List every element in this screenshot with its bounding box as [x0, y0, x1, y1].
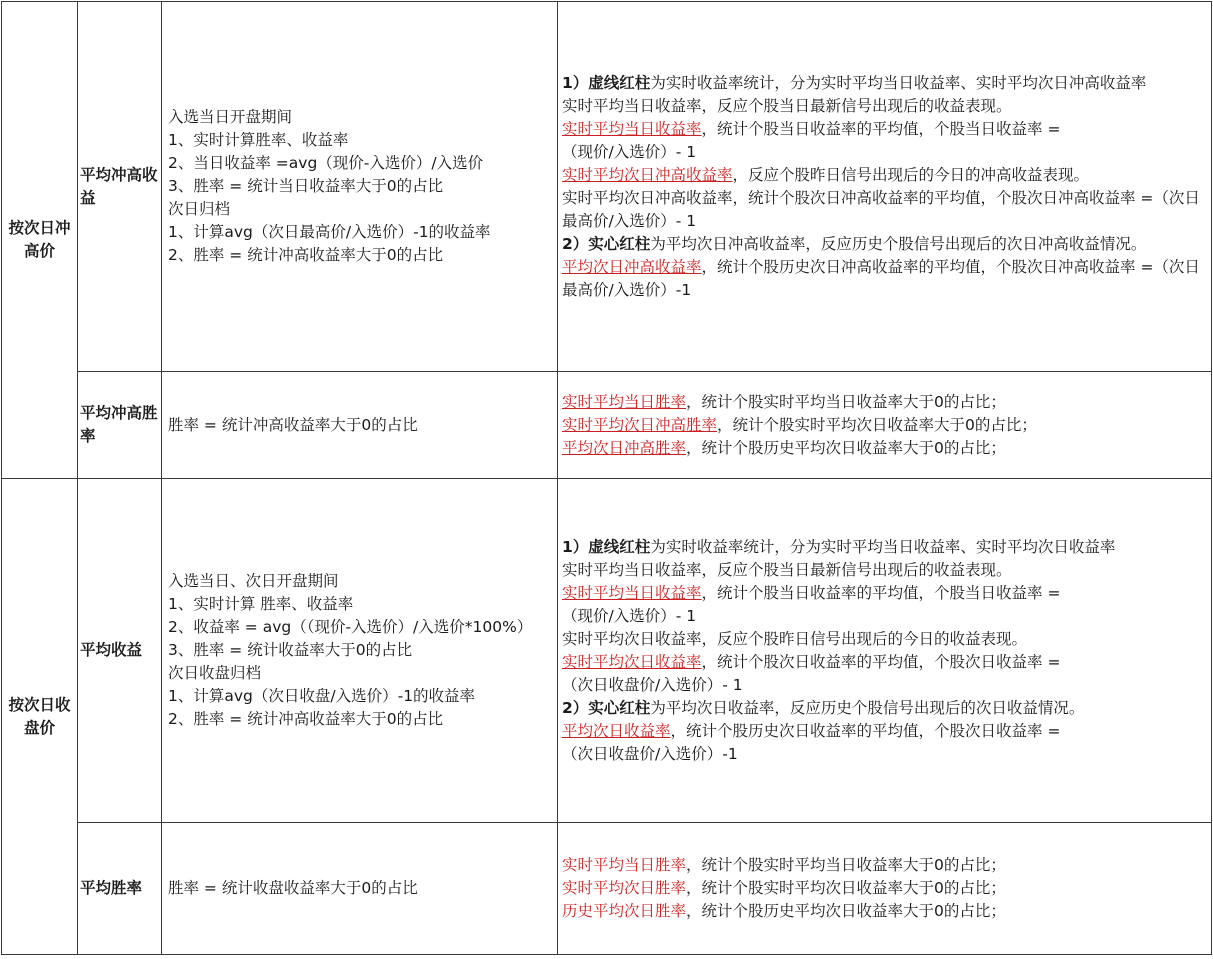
table-row [2, 372, 1212, 479]
paragraph-text: ，反应个股昨日信号出现后的今日的冲高收益表现。 [732, 165, 1090, 184]
red-term-link[interactable]: 实时平均当日收益率 [562, 119, 702, 138]
formula-line: 3、胜率 = 统计当日收益率大于0的占比 [168, 177, 444, 195]
category-cell [2, 2, 78, 479]
formula-text: （次日收盘价/入选价）-1 [562, 744, 738, 763]
description-paragraph [562, 233, 1208, 256]
paragraph-text: ，统计个股当日收益率的平均值，个股当日收益率 = [701, 583, 1061, 602]
red-term-link[interactable]: 实时平均次日冲高收益率 [562, 165, 733, 184]
description-cell [558, 479, 1212, 823]
formula-line: 次日归档 [168, 200, 231, 218]
paragraph-text: ，统计个股当日收益率的平均值，个股当日收益率 = [701, 119, 1061, 138]
table-row [2, 479, 1212, 823]
paragraph-text: ，统计个股实时平均当日收益率大于0的占比； [686, 392, 1006, 411]
red-term-link[interactable]: 平均次日冲高胜率 [562, 438, 687, 457]
red-term-link[interactable]: 平均次日收益率 [562, 721, 671, 740]
metric-cell [78, 2, 162, 372]
paragraph-text: 为平均次日收益率，反应历史个股信号出现后的次日收益情况。 [650, 698, 1085, 717]
description-paragraph: 实时平均当日收益率，反应个股当日最新信号出现后的收益表现。 [562, 96, 1012, 115]
paragraph-text: ，统计个股历史次日冲高收益率的平均值，个股次日冲高收益率 =（次日最高价/入选价）-1 [562, 257, 1200, 299]
metric-label: 平均胜率 [80, 879, 143, 897]
paragraph-text: ，统计个股历史平均次日收益率大于0的占比； [686, 438, 1006, 457]
formula-line: 2、胜率 = 统计冲高收益率大于0的占比 [168, 246, 444, 264]
metrics-table [1, 1, 1212, 955]
description-paragraph: 实时平均次日冲高收益率，统计个股次日冲高收益率的平均值，个股次日冲高收益率 =（次日最高价/入选价）- 1 [562, 188, 1200, 230]
paragraph-text: ，统计个股实时平均次日收益率大于0的占比； [686, 879, 1006, 897]
description-cell [558, 823, 1212, 955]
description-paragraph: 实时平均当日收益率，反应个股当日最新信号出现后的收益表现。 [562, 560, 1012, 579]
formula-line: 1、计算avg（次日收盘/入选价）-1的收益率 [168, 687, 476, 705]
formula-text: （次日收盘价/入选价）- 1 [562, 675, 743, 694]
description-paragraph: 实时平均次日收益率，反应个股昨日信号出现后的今日的收益表现。 [562, 629, 1028, 648]
metric-label: 平均收益 [80, 641, 143, 659]
formula-line: 胜率 = 统计收盘收益率大于0的占比 [168, 879, 418, 897]
red-term-link[interactable]: 平均次日冲高收益率 [562, 257, 702, 276]
description-paragraph [562, 582, 1208, 605]
bold-term: 虚线红柱 [588, 537, 651, 556]
category-label: 按次日冲高价 [8, 219, 71, 260]
formula-cell [162, 2, 558, 372]
winrate-line [562, 391, 1208, 414]
formula-line: 1、计算avg（次日最高价/入选价）-1的收益率 [168, 223, 491, 241]
formula-line: 次日收盘归档 [168, 664, 262, 682]
description-paragraph [562, 697, 1208, 720]
metric-cell [78, 823, 162, 955]
winrate-line [562, 900, 1208, 923]
metric-label: 平均冲高胜率 [80, 404, 158, 445]
item-number: 1） [562, 537, 589, 556]
bold-term: 虚线红柱 [588, 73, 651, 92]
description-paragraph [562, 118, 1208, 141]
description-paragraph [562, 164, 1208, 187]
paragraph-text: ，统计个股实时平均当日收益率大于0的占比； [686, 856, 1006, 874]
formula-cell [162, 372, 558, 479]
paragraph-text: ，统计个股次日收益率的平均值，个股次日收益率 = [701, 652, 1061, 671]
metric-label: 平均冲高收益 [80, 165, 158, 207]
formula-line: 3、胜率 = 统计收益率大于0的占比 [168, 641, 413, 659]
formula-cell [162, 823, 558, 955]
bold-term: 实心红柱 [588, 234, 651, 253]
red-term: 实时平均当日胜率 [562, 856, 687, 874]
paragraph-text: 为实时收益率统计，分为实时平均当日收益率、实时平均次日收益率 [650, 537, 1116, 556]
winrate-line [562, 854, 1208, 877]
formula-text: （现价/入选价）- 1 [562, 142, 697, 161]
formula-line: 入选当日开盘期间 [168, 108, 293, 126]
bold-term: 实心红柱 [588, 698, 651, 717]
metric-cell [78, 479, 162, 823]
red-term-link[interactable]: 实时平均当日胜率 [562, 392, 687, 411]
category-cell [2, 479, 78, 955]
winrate-line [562, 437, 1208, 460]
red-term-link[interactable]: 实时平均当日收益率 [562, 583, 702, 602]
formula-line: 入选当日、次日开盘期间 [168, 572, 339, 590]
formula-cell [162, 479, 558, 823]
paragraph-text: ，统计个股历史平均次日收益率大于0的占比； [686, 902, 1006, 920]
formula-line: 2、当日收益率 =avg（现价-入选价）/入选价 [168, 154, 484, 172]
metric-cell [78, 372, 162, 479]
description-cell [558, 372, 1212, 479]
red-term-link[interactable]: 实时平均次日收益率 [562, 652, 702, 671]
formula-line: 胜率 = 统计冲高收益率大于0的占比 [168, 415, 418, 434]
paragraph-text: ，统计个股历史次日收益率的平均值，个股次日收益率 = [670, 721, 1061, 740]
formula-line: 2、胜率 = 统计冲高收益率大于0的占比 [168, 710, 444, 728]
description-paragraph [562, 536, 1208, 559]
item-number: 1） [562, 73, 589, 92]
red-term-link[interactable]: 实时平均次日冲高胜率 [562, 415, 718, 434]
formula-line: 1、实时计算胜率、收益率 [168, 131, 349, 149]
formula-line: 1、实时计算 胜率、收益率 [168, 595, 354, 613]
paragraph-text: ，统计个股实时平均次日收益率大于0的占比； [717, 415, 1037, 434]
table-row [2, 823, 1212, 955]
description-paragraph [562, 72, 1208, 95]
red-term: 历史平均次日胜率 [562, 902, 687, 920]
winrate-line [562, 877, 1208, 900]
description-cell [558, 2, 1212, 372]
item-number: 2） [562, 698, 589, 717]
table-row [2, 2, 1212, 372]
formula-line: 2、收益率 = avg（（现价-入选价）/入选价*100%） [168, 618, 533, 636]
red-term: 实时平均次日胜率 [562, 879, 687, 897]
description-paragraph [562, 256, 1208, 302]
description-paragraph [562, 651, 1208, 674]
category-label: 按次日收盘价 [8, 695, 71, 737]
winrate-line [562, 414, 1208, 437]
paragraph-text: 为实时收益率统计，分为实时平均当日收益率、实时平均次日冲高收益率 [650, 73, 1147, 92]
paragraph-text: 为平均次日冲高收益率，反应历史个股信号出现后的次日冲高收益情况。 [650, 234, 1147, 253]
description-paragraph [562, 720, 1208, 743]
formula-text: （现价/入选价）- 1 [562, 606, 697, 625]
item-number: 2） [562, 234, 589, 253]
